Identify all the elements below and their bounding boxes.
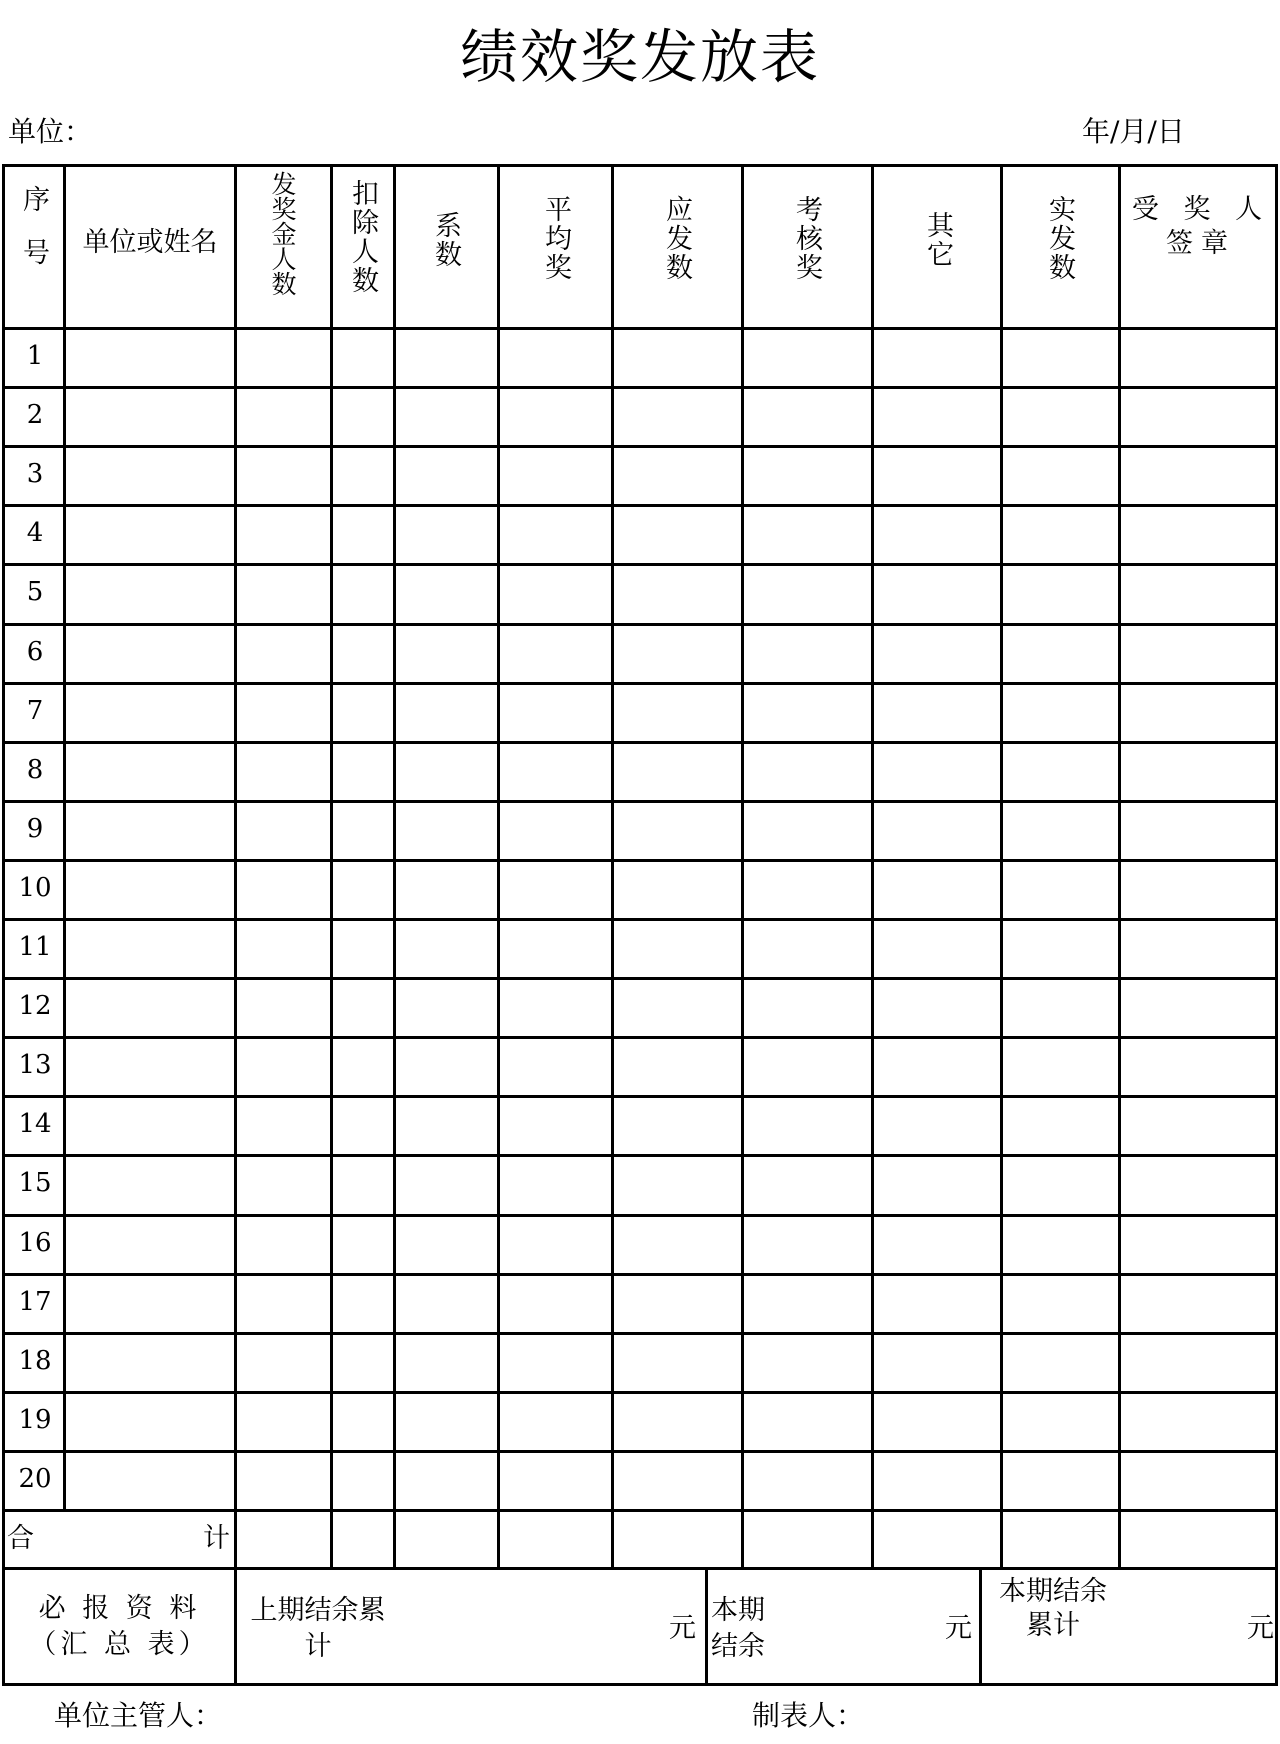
row-number: 1 [26,341,44,371]
prev-balance-label: 上期结余累计 [250,1595,386,1662]
header-actual: 实发数 [1044,195,1075,282]
divider [393,167,396,1569]
row-divider [5,623,1275,626]
divider [1000,167,1003,1569]
row-number: 8 [26,755,44,785]
row-divider [5,800,1275,803]
header-average: 平均奖 [540,195,571,282]
row-divider [5,1095,1275,1098]
current-balance-unit: 元 [945,1613,972,1644]
row-number: 5 [26,577,44,607]
row-number: 18 [18,1346,52,1376]
header-other: 其它 [922,211,953,269]
row-divider [5,563,1275,566]
prev-balance-unit: 元 [669,1613,696,1644]
divider [5,1567,1275,1570]
row-divider [5,1154,1275,1157]
row-divider [5,741,1275,744]
header-assessment: 考核奖 [791,195,822,282]
header-signature: 受 奖 人签章 [1131,194,1271,259]
current-balance-label: 本期结余 [711,1595,765,1662]
header-due: 应发数 [661,195,692,282]
row-number: 7 [26,696,44,726]
date-label: 年/月/日 [1082,115,1185,148]
row-divider [5,386,1275,389]
row-number: 15 [18,1168,52,1198]
unit-label: 单位： [8,115,93,148]
row-divider [5,504,1275,507]
row-number: 2 [26,400,44,430]
current-cumulative-label: 本期结余累计 [999,1576,1107,1641]
header-name: 单位或姓名 [82,227,218,258]
divider [1118,167,1121,1569]
row-divider [5,859,1275,862]
row-number: 11 [18,932,52,962]
row-number: 20 [18,1464,52,1494]
bonus-table [2,164,1278,1686]
total-label-right: 计 [203,1523,230,1554]
row-divider [5,1391,1275,1394]
page-title: 绩效奖发放表 [459,23,820,91]
current-cumulative-unit: 元 [1247,1613,1274,1644]
row-divider [5,682,1275,685]
row-divider [5,1214,1275,1217]
row-divider [5,1036,1275,1039]
row-divider [5,445,1275,448]
row-number: 14 [18,1109,52,1139]
row-number: 6 [26,637,44,667]
row-number: 17 [18,1287,52,1317]
row-number: 9 [26,814,44,844]
header-award-people: 发奖金人数 [268,171,297,296]
row-divider [5,918,1275,921]
divider [871,167,874,1569]
row-number: 12 [18,991,52,1021]
total-label-left: 合 [7,1523,34,1554]
divider [330,167,333,1569]
divider [979,1569,982,1686]
row-divider [5,1450,1275,1453]
row-divider [5,1509,1275,1512]
preparer-label: 制表人： [752,1699,865,1732]
required-materials-line1: 必 报 资 料 [38,1593,201,1624]
divider [705,1569,708,1686]
divider [611,167,614,1569]
header-coefficient: 系数 [430,211,461,269]
row-number: 16 [18,1228,52,1258]
row-number: 13 [18,1050,52,1080]
row-divider [5,1273,1275,1276]
header-deduct-people: 扣除人数 [347,179,378,295]
divider [234,167,237,1569]
row-divider [5,977,1275,980]
supervisor-label: 单位主管人： [54,1699,223,1732]
divider [497,167,500,1569]
divider [5,327,1275,330]
required-materials-line2: （汇 总 表） [29,1629,210,1660]
divider [234,1569,237,1686]
row-number: 19 [18,1405,52,1435]
header-seq: 序号 [18,185,49,291]
row-number: 4 [26,518,44,548]
row-number: 10 [18,873,52,903]
divider [741,167,744,1569]
row-divider [5,1332,1275,1335]
row-number: 3 [26,459,44,489]
